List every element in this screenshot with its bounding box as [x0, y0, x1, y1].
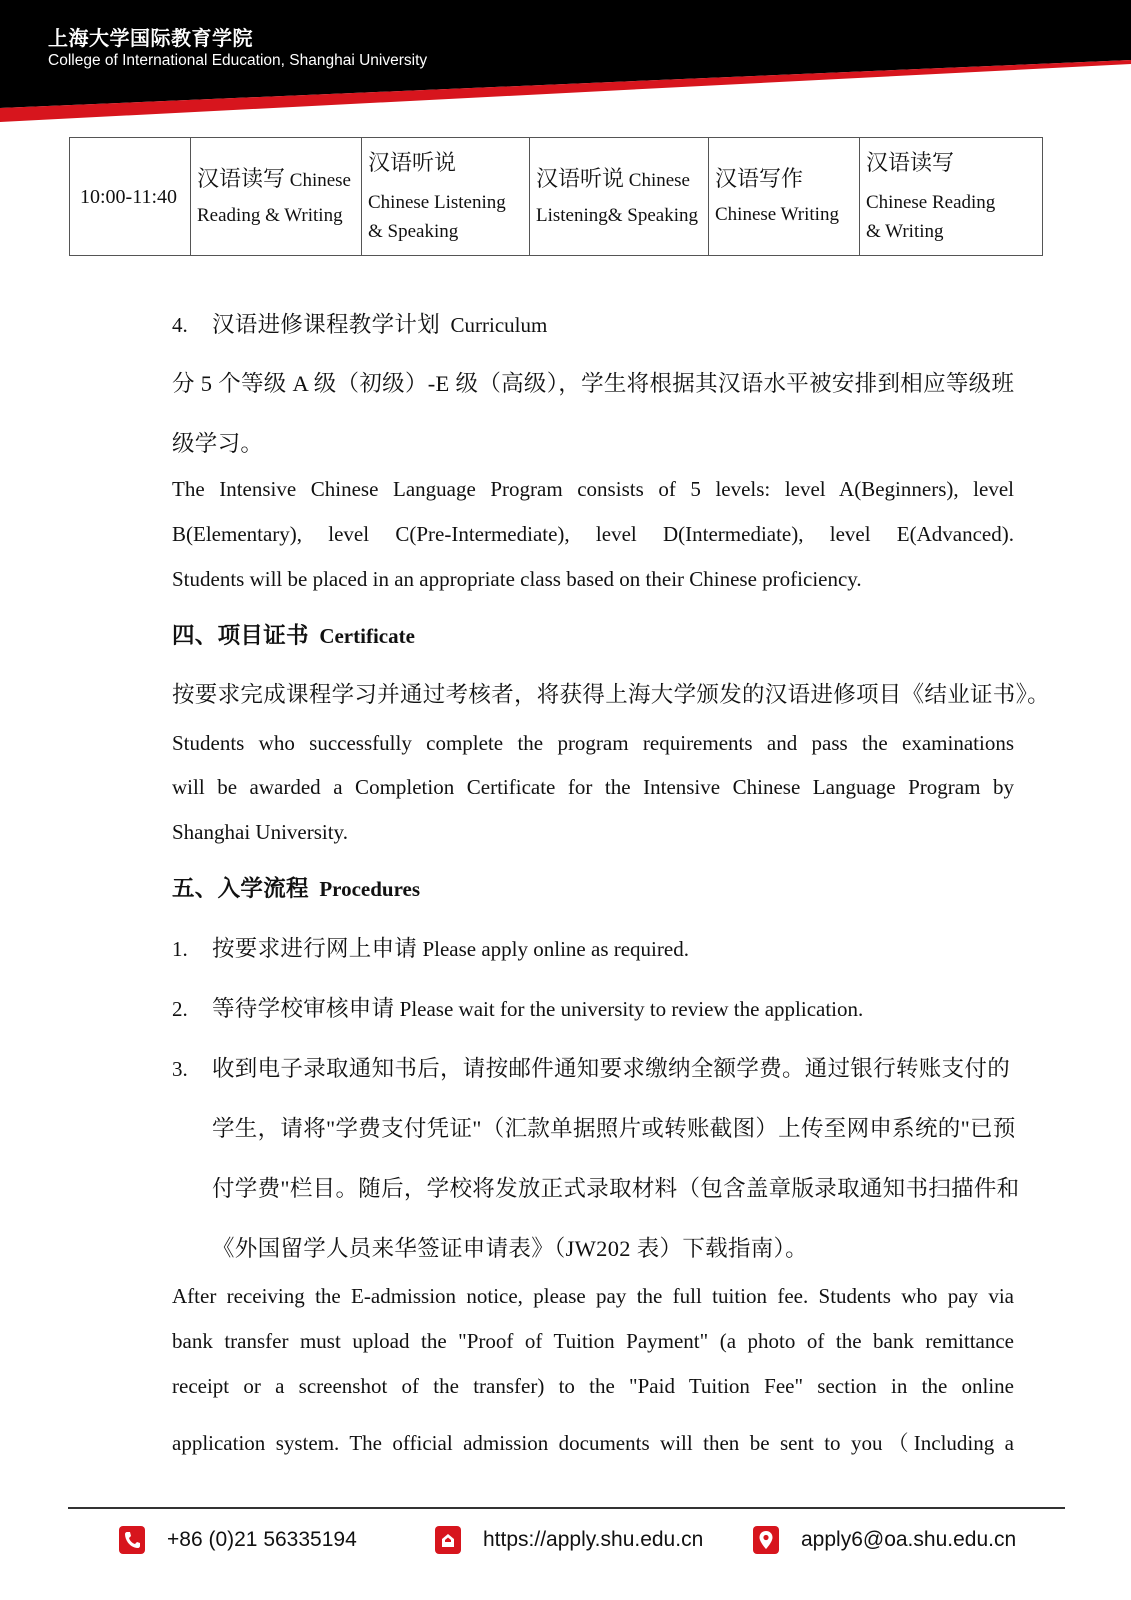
schedule-table	[69, 137, 1043, 256]
procedure-step	[172, 991, 863, 1023]
course-cn: 汉语读写	[866, 149, 955, 175]
course-cn: 汉语读写	[197, 165, 286, 191]
step-en: Please apply online as required.	[422, 937, 689, 961]
curriculum-en-line: B(Elementary), level C(Pre-Intermediate), level D(Intermediate), level E(Advanced).	[172, 522, 1014, 546]
list-number: 4.	[172, 313, 188, 337]
curriculum-cn-line: 级学习。	[172, 431, 264, 456]
heading-cn: 汉语进修课程教学计划	[212, 312, 441, 337]
course-en: Chinese	[289, 169, 351, 191]
list-number: 1.	[172, 937, 188, 961]
website-link[interactable]: https://apply.shu.edu.cn	[483, 1528, 704, 1551]
phone-number[interactable]: +86 (0)21 56335194	[167, 1528, 357, 1551]
course-en: & Writing	[866, 220, 944, 242]
procedures-en-line: application system. The official admission documents will then be sent to you（Including a	[172, 1431, 1014, 1455]
org-name-en: College of International Education, Shanghai University	[48, 52, 428, 69]
home-icon	[435, 1526, 461, 1554]
header-banner	[0, 0, 1131, 125]
course-en: Chinese Writing	[715, 204, 839, 226]
course-en: & Speaking	[368, 220, 459, 242]
step-cn-line: 付学费"栏目。随后，学校将发放正式录取材料（包含盖章版录取通知书扫描件和	[212, 1176, 1020, 1201]
course-cell	[530, 138, 709, 256]
course-cell	[191, 138, 362, 256]
footer-email[interactable]	[753, 1526, 1016, 1554]
heading-en: Certificate	[319, 624, 415, 648]
course-cell	[362, 138, 530, 256]
step-cn: 收到电子录取通知书后，请按邮件通知要求缴纳全额学费。通过银行转账支付的	[212, 1056, 1011, 1081]
course-cell	[860, 138, 1043, 256]
step-cn-line: 学生，请将"学费支付凭证"（汇款单据照片或转账截图）上传至网申系统的"已预	[212, 1116, 1016, 1141]
org-name-cn: 上海大学国际教育学院	[48, 26, 253, 50]
step-en: Please wait for the university to review the application.	[399, 997, 864, 1021]
procedures-heading	[172, 871, 420, 903]
course-en: Reading & Writing	[197, 204, 343, 226]
course-cell	[709, 138, 860, 256]
certificate-en-line: will be awarded a Completion Certificate for the Intensive Chinese Language Program by	[172, 775, 1014, 799]
step-cn: 按要求进行网上申请	[212, 936, 418, 961]
time-cell: 10:00-11:40	[70, 138, 191, 256]
curriculum-en-line: The Intensive Chinese Language Program consists of 5 levels: level A(Beginners), level	[172, 477, 1014, 501]
procedures-en-line: receipt or a screenshot of the transfer) to the "Paid Tuition Fee" section in the online	[172, 1374, 1014, 1398]
course-cn: 汉语写作	[715, 165, 804, 191]
table-row	[70, 138, 1043, 256]
list-number: 2.	[172, 997, 188, 1021]
certificate-heading	[172, 618, 415, 650]
certificate-en-line: Shanghai University.	[172, 820, 348, 844]
heading-cn: 五、入学流程	[172, 876, 309, 901]
course-en: Chinese Reading	[866, 191, 996, 213]
curriculum-heading	[172, 307, 547, 339]
procedure-step	[172, 931, 689, 963]
course-en: Listening& Speaking	[536, 204, 699, 226]
heading-en: Procedures	[319, 877, 421, 901]
location-pin-icon	[753, 1526, 779, 1554]
phone-icon	[119, 1526, 145, 1554]
course-cn: 汉语听说	[368, 149, 457, 175]
heading-en: Curriculum	[450, 313, 548, 337]
certificate-en-line: Students who successfully complete the program requirements and pass the examinations	[172, 731, 1014, 755]
footer-website[interactable]	[435, 1526, 703, 1554]
step-cn-line: 《外国留学人员来华签证申请表》（JW202 表）下载指南）。	[212, 1236, 808, 1261]
procedures-en-line: After receiving the E-admission notice, please pay the full tuition fee. Students who pay via	[172, 1284, 1014, 1308]
course-cn: 汉语听说	[536, 165, 625, 191]
heading-cn: 四、项目证书	[172, 623, 309, 648]
course-en: Chinese Listening	[368, 191, 506, 213]
procedure-step-3	[172, 1051, 1010, 1083]
procedures-en-line: bank transfer must upload the "Proof of Tuition Payment" (a photo of the bank remittance	[172, 1329, 1014, 1353]
footer-phone[interactable]	[119, 1526, 357, 1554]
email-address[interactable]: apply6@oa.shu.edu.cn	[801, 1528, 1017, 1551]
footer-divider	[68, 1507, 1065, 1509]
list-number: 3.	[172, 1057, 188, 1081]
certificate-cn-line: 按要求完成课程学习并通过考核者，将获得上海大学颁发的汉语进修项目《结业证书》。	[172, 682, 1050, 707]
curriculum-en-line: Students will be placed in an appropriate class based on their Chinese proficiency.	[172, 567, 862, 591]
course-en: Chinese	[628, 169, 690, 191]
curriculum-cn-line: 分 5 个等级 A 级（初级）-E 级（高级），学生将根据其汉语水平被安排到相应等级班	[172, 371, 1015, 396]
step-cn: 等待学校审核申请	[212, 996, 395, 1021]
